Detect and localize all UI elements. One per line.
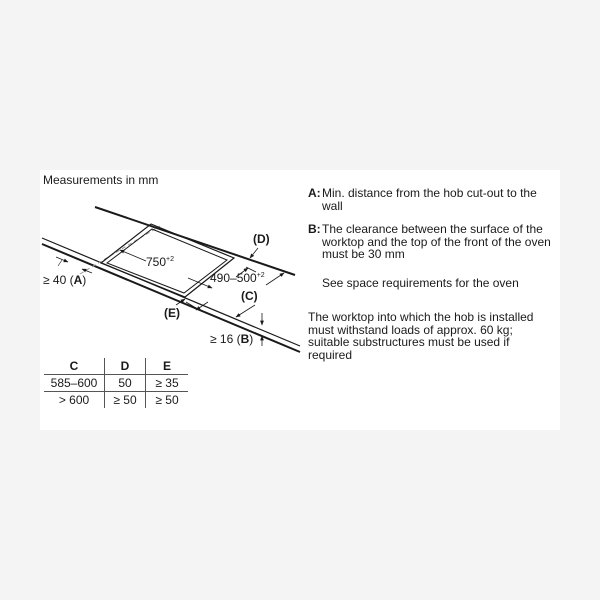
legend xyxy=(308,187,553,361)
dimension-750-label: $750^{+2}$ xyxy=(146,255,175,269)
table-cell: 50 xyxy=(105,375,146,392)
legend-text: Min. distance from the hob cut-out to the wall xyxy=(322,186,537,213)
legend-key: A: xyxy=(308,186,321,200)
installation-diagram-panel xyxy=(40,170,560,430)
legend-key: B: xyxy=(308,222,321,236)
legend-item-A xyxy=(308,187,553,212)
measurements-title: Measurements in mm xyxy=(43,173,159,187)
table-header-E: E xyxy=(146,358,189,375)
worktop-load-note: The worktop into which the hob is installed must withstand loads of approx. 60 kg; suitable substructures must be used if required xyxy=(308,310,534,362)
table-cell: ≥ 50 xyxy=(105,392,146,409)
table-row xyxy=(44,375,188,392)
clearance-table xyxy=(44,358,188,408)
table-cell: ≥ 35 xyxy=(146,375,189,392)
label-E: (E) xyxy=(164,306,180,320)
label-D: (D) xyxy=(253,232,270,246)
legend-item-B xyxy=(308,223,553,261)
table-header-C: C xyxy=(44,358,105,375)
legend-note: See space requirements for the oven xyxy=(322,275,519,290)
table-row xyxy=(44,392,188,409)
dimension-490-500-label: $490-500^{+2}$ xyxy=(210,271,265,285)
label-C: (C) xyxy=(241,289,258,303)
table-header-row xyxy=(44,358,188,375)
label-B: ≥ 16 (B) xyxy=(210,332,254,346)
table-cell: 585–600 xyxy=(50,376,98,390)
label-A: ≥ 40 (A) xyxy=(43,273,87,287)
table-header-D: D xyxy=(105,358,146,375)
table-cell: ≥ 50 xyxy=(146,392,189,409)
table-cell: > 600 xyxy=(44,392,105,409)
legend-text: The clearance between the surface of the worktop and the top of the front of the oven must be 30 mm xyxy=(322,222,551,261)
